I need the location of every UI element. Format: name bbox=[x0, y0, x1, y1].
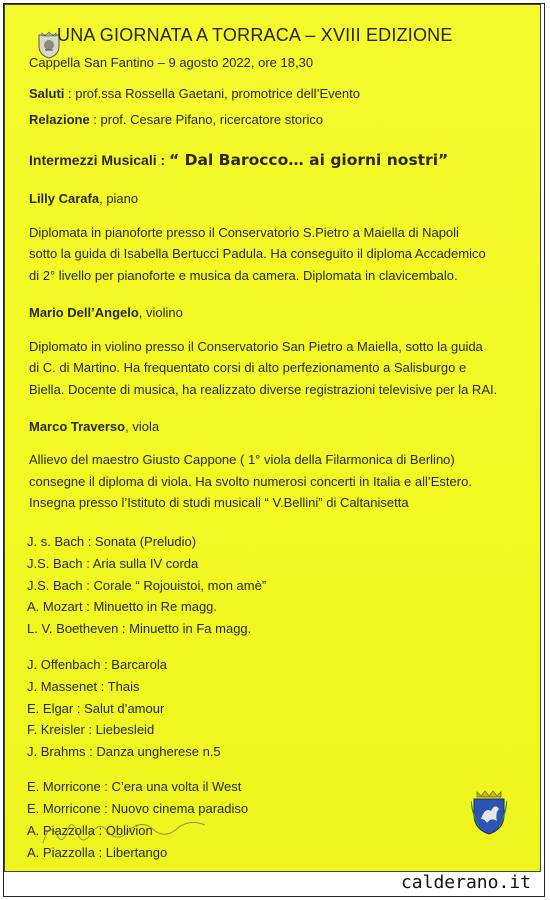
performer-name-line bbox=[29, 419, 159, 434]
program-item: F. Kreisler : Liebesleid bbox=[27, 722, 155, 737]
bio-line: Insegna presso l’Istituto di studi musicali “ V.Bellini” di Caltanisetta bbox=[29, 495, 409, 510]
program-item: A. Piazzolla : Libertango bbox=[27, 845, 168, 860]
program-item: J. s. Bach : Sonata (Preludio) bbox=[27, 534, 197, 549]
bio-line: consegne il diploma di viola. Ha svolto numerosi concerti in Italia e all’Estero. bbox=[29, 474, 472, 489]
performer-name: Marco Traverso bbox=[29, 419, 126, 434]
program-item: E. Morricone : C’era una volta il West bbox=[27, 779, 242, 794]
bio-line: di C. di Martino. Ha frequentato corsi di alto perfezionamento a Salisburgo e bbox=[29, 360, 467, 375]
program-item: J.S. Bach : Aria sulla IV corda bbox=[27, 556, 199, 571]
performer-role: , violino bbox=[138, 305, 183, 320]
program-item: E. Morricone : Nuovo cinema paradiso bbox=[27, 801, 249, 816]
intermezzi-subtitle: “ Dal Barocco… ai giorni nostri” bbox=[169, 151, 449, 169]
performer-name-line bbox=[29, 191, 138, 206]
event-venue-date: Cappella San Fantino – 9 agosto 2022, ore 18,30 bbox=[29, 55, 314, 70]
relazione-text: : prof. Cesare Pifano, ricercatore storico bbox=[89, 112, 324, 127]
footer-bar bbox=[4, 872, 541, 896]
program-item: A. Piazzolla : Oblivion bbox=[27, 823, 153, 838]
site-watermark: calderano.it bbox=[400, 872, 531, 893]
program-item: L. V. Boetheven : Minuetto in Fa magg. bbox=[27, 621, 252, 636]
bio-line: Biella. Docente di musica, ha realizzato diverse registrazioni televisive per la RAI. bbox=[29, 382, 498, 397]
coat-of-arms-icon bbox=[471, 789, 507, 835]
program-item: J. Offenbach : Barcarola bbox=[27, 657, 167, 672]
performer-role: , piano bbox=[99, 191, 139, 206]
program-item: A. Mozart : Minuetto in Re magg. bbox=[27, 599, 218, 614]
program-item: J. Massenet : Thais bbox=[27, 679, 140, 694]
bio-line: Diplomato in violino presso il Conservatorio San Pietro a Maiella, sotto la guida bbox=[29, 339, 483, 354]
bio-line: Allievo del maestro Giusto Cappone ( 1° viola della Filarmonica di Berlino) bbox=[29, 452, 455, 467]
performer-name: Mario Dell’Angelo bbox=[29, 305, 139, 320]
saluti-line bbox=[29, 86, 360, 101]
performer-role: , viola bbox=[125, 419, 160, 434]
relazione-label: Relazione bbox=[29, 112, 90, 127]
performer-name-line bbox=[29, 305, 183, 320]
saluti-label: Saluti bbox=[29, 86, 65, 101]
handwritten-signature bbox=[39, 813, 209, 853]
program-item: J.S. Bach : Corale “ Rojouistoi, mon amè” bbox=[27, 578, 267, 593]
bio-line: Diplomata in pianoforte presso il Conservatorio S.Pietro a Maiella di Napoli bbox=[29, 225, 459, 240]
flyer-sheet bbox=[4, 4, 541, 872]
program-item: J. Brahms : Danza ungherese n.5 bbox=[27, 744, 221, 759]
bio-line: sotto la guida di Isabella Bertucci Padula. Ha conseguito il diploma Accademico bbox=[29, 246, 486, 261]
event-title: UNA GIORNATA A TORRACA – XVIII EDIZIONE bbox=[57, 25, 453, 45]
intermezzi-line bbox=[29, 151, 448, 169]
performer-name: Lilly Carafa bbox=[29, 191, 100, 206]
saluti-text: : prof.ssa Rossella Gaetani, promotrice dell’Evento bbox=[64, 86, 360, 101]
bio-line: di 2° livello per pianoforte e musica da camera. Diplomata in clavicembalo. bbox=[29, 268, 458, 283]
program-item: E. Elgar : Salut d’amour bbox=[27, 701, 165, 716]
intermezzi-label: Intermezzi Musicali : bbox=[29, 152, 170, 168]
relazione-line bbox=[29, 112, 323, 127]
